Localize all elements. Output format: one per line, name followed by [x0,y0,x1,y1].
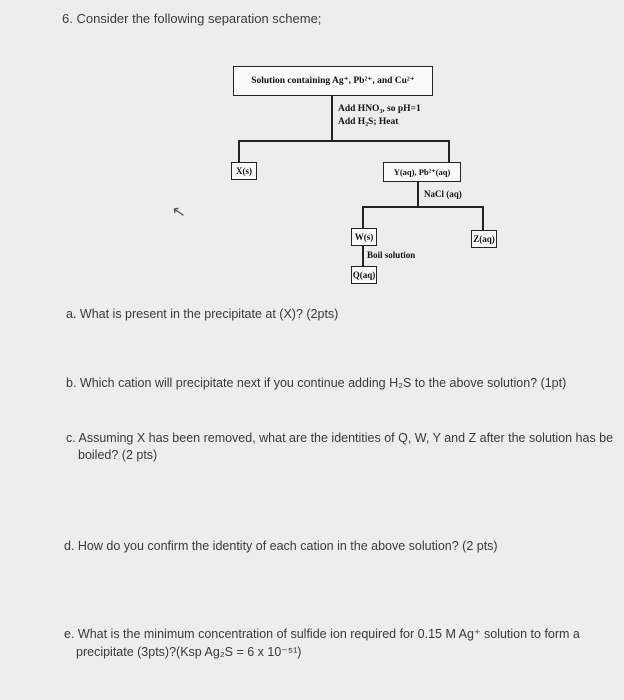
boil-step: Boil solution [367,250,416,260]
y-solution-box [383,162,461,182]
z-solution-box [471,230,497,248]
top-solution-label: Solution containing Ag⁺, Pb²⁺, and Cu²⁺ [251,76,415,86]
q-label: Q(aq) [352,270,376,280]
y-label: Y(aq), Pb²⁺(aq) [393,167,451,177]
w-label: W(s) [354,232,374,242]
line-to-x [238,140,240,162]
line-3 [362,246,364,266]
split-line-1 [238,140,450,142]
x-label: X(s) [236,166,252,176]
question-c-line2: boiled? (2 pts) [78,448,158,462]
line-to-w [362,206,364,228]
top-solution-box [233,66,433,96]
line-to-z [482,206,484,230]
nacl-reagent: NaCl (aq) [424,189,462,199]
w-precipitate-box [351,228,377,246]
x-precipitate-box [231,162,257,180]
question-d: d. How do you confirm the identity of each cation in the above solution? (2 pts) [64,539,498,553]
split-line-2 [362,206,484,208]
step1-reagent-2: Add H₂S; Heat [338,117,399,127]
separation-scheme-diagram [0,0,624,300]
z-label: Z(aq) [473,234,495,244]
line-to-y [448,140,450,162]
question-heading: 6. Consider the following separation scheme; [62,11,322,26]
step1-reagent-1: Add HNO₃, so pH=1 [338,104,421,114]
line-1 [331,96,333,140]
question-b: b. Which cation will precipitate next if you continue adding H₂S to the above solution? (1pt) [66,376,567,390]
question-c-line1: c. Assuming X has been removed, what are the identities of Q, W, Y and Z after the solution has be [66,431,614,445]
q-solution-box [351,266,377,284]
question-a: a. What is present in the precipitate at (X)? (2pts) [66,307,339,321]
question-e-line2: precipitate (3pts)?(Ksp Ag₂S = 6 x 10⁻⁵¹) [76,645,302,659]
line-2 [417,182,419,206]
mouse-cursor-icon: ↖ [170,202,187,223]
question-e-line1: e. What is the minimum concentration of sulfide ion required for 0.15 M Ag⁺ solution to form a [64,627,580,641]
